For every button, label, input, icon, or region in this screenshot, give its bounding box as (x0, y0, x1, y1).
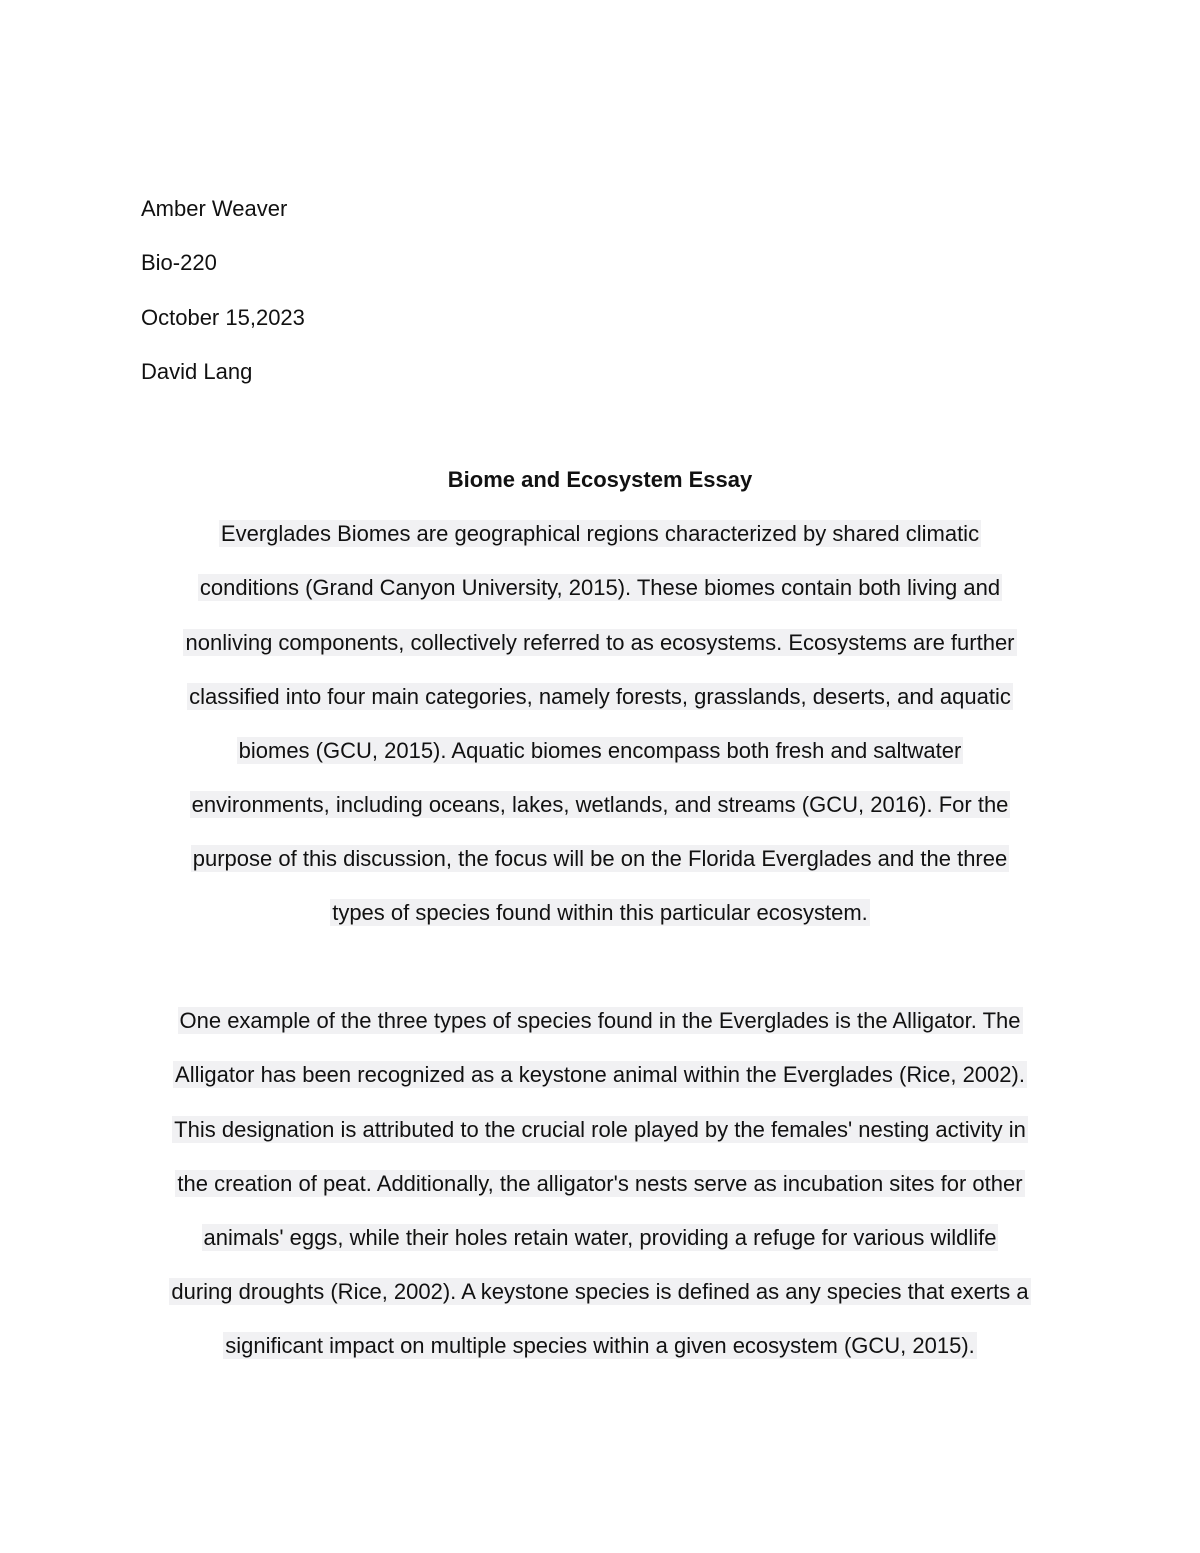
paragraph-line: significant impact on multiple species within a given ecosystem (GCU, 2015). (225, 1333, 975, 1358)
submission-date: October 15,2023 (141, 305, 305, 330)
instructor-name: David Lang (141, 359, 253, 384)
paragraph-line: Everglades Biomes are geographical regions characterized by shared climatic (220, 521, 980, 546)
paragraph-line: This designation is attributed to the crucial role played by the females' nesting activity in (174, 1117, 1026, 1142)
paragraph-line: nonliving components, collectively referred to as ecosystems. Ecosystems are further (185, 630, 1015, 655)
student-name: Amber Weaver (141, 196, 288, 221)
paragraph-line: during droughts (Rice, 2002). A keystone species is defined as any species that exerts a (171, 1279, 1029, 1304)
paragraph-line: classified into four main categories, namely forests, grasslands, deserts, and aquatic (189, 684, 1011, 709)
paragraph-line: conditions (Grand Canyon University, 2015). These biomes contain both living and (199, 575, 1001, 600)
course-code: Bio-220 (141, 250, 217, 275)
paragraph-line: animals' eggs, while their holes retain water, providing a refuge for various wildlife (203, 1225, 997, 1250)
paragraph-line: the creation of peat. Additionally, the alligator's nests serve as incubation sites for other (177, 1171, 1023, 1196)
paragraph-line: environments, including oceans, lakes, wetlands, and streams (GCU, 2016). For the (191, 792, 1009, 817)
paragraph-line: types of species found within this particular ecosystem. (332, 900, 868, 925)
essay-title: Biome and Ecosystem Essay (447, 467, 753, 492)
paragraph-line: purpose of this discussion, the focus will be on the Florida Everglades and the three (192, 846, 1008, 871)
paragraph-line: Alligator has been recognized as a keystone animal within the Everglades (Rice, 2002). (175, 1062, 1025, 1087)
paragraph-line: One example of the three types of species found in the Everglades is the Alligator. The (179, 1008, 1021, 1033)
paragraph-line: biomes (GCU, 2015). Aquatic biomes encompass both fresh and saltwater (238, 738, 962, 763)
